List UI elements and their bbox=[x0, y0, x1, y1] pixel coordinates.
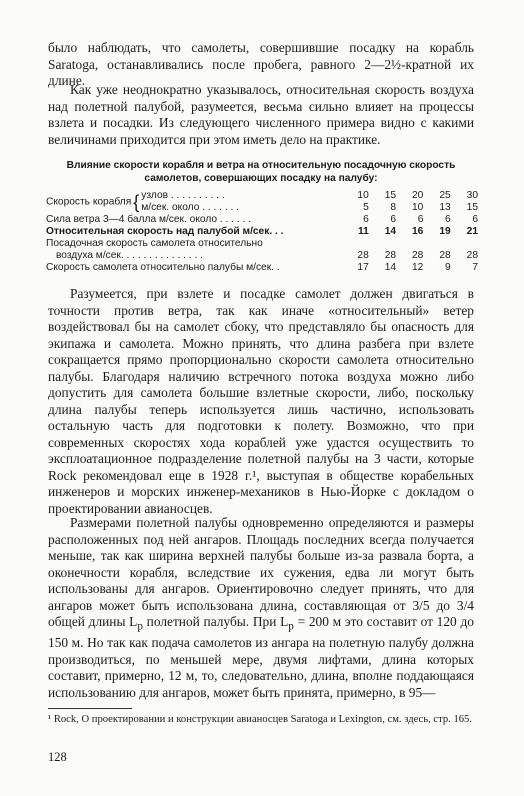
table-cell: 5 bbox=[363, 202, 369, 213]
paragraph-4 bbox=[48, 515, 474, 701]
table-cell: 21 bbox=[466, 226, 478, 237]
table-cell: 28 bbox=[384, 250, 397, 261]
table-cell: 7 bbox=[472, 262, 478, 273]
table-cell: 14 bbox=[384, 262, 397, 273]
table-row-wind bbox=[46, 214, 478, 226]
ship-speed-knots-label: узлов . . . . . . . . . . bbox=[141, 190, 225, 201]
paragraph-4-part-b: до bbox=[429, 597, 457, 613]
paragraph-2: Как уже неоднократно указывалось, относительная скорость воздуха над полетной палубой, разумеется, весьма сильно влияет на процессы взлета и посадки. Из следующего численного примера видно с какими величинами приходится при этом иметь дело на практике. bbox=[48, 82, 474, 147]
landing-label-line1: Посадочная скорость самолета относительно bbox=[46, 238, 263, 249]
page-number: 128 bbox=[48, 750, 67, 764]
paragraph-4-part-a: Размерами полетной палубы одновременно определяются и размеры расположенных под ней ангаров. Площадь последних всегда получается меньше, так как ширина верхней палубы больше из-за развала борта, а оконечности корабля, вследствие их сужения, едва ли могут быть использованы для ангаров. Ориентировочно следует принять, что для ангаров может быть использована длина, составляющая от bbox=[48, 515, 474, 613]
table-cell: 30 bbox=[466, 190, 478, 201]
ship-speed-label: Скорость корабля bbox=[46, 196, 132, 208]
table-cell: 13 bbox=[439, 202, 451, 213]
table-cell: 28 bbox=[439, 250, 451, 261]
aircraft-label: Скорость самолета относительно палубы м/сек. . bbox=[46, 262, 280, 273]
paragraph-4-part-e: = 200 м это составит от 120 до 150 м. Но так как подача самолетов из ангара на полетную палубу должна производиться, по меньшей мере, двумя лифтами, длина которых составит, примерно, 12 м, то, следовательно, длина, вполне поддающаяся использованию для ангаров, может быть принята, примерно, в 95— bbox=[48, 614, 474, 700]
table-cell: 6 bbox=[417, 214, 424, 225]
paragraph-4-part-c: общей длины L bbox=[48, 614, 138, 629]
table-cell: 6 bbox=[444, 214, 451, 225]
table-cell: 16 bbox=[412, 226, 424, 237]
table-cell: 10 bbox=[412, 202, 424, 213]
table-cell: 28 bbox=[357, 250, 369, 261]
table-cell: 12 bbox=[412, 262, 424, 273]
table-row-relative bbox=[46, 226, 478, 238]
table-title: Влияние скорости корабля и ветра на относительную посадочную скорость самолетов, совершающих посадку на палубу: bbox=[66, 160, 456, 184]
subscript-p: p bbox=[137, 620, 143, 633]
table-cell: 6 bbox=[390, 214, 397, 225]
table-cell: 9 bbox=[444, 262, 451, 273]
table-cell: 28 bbox=[412, 250, 424, 261]
footnote-divider bbox=[48, 708, 132, 709]
fraction-three-quarters: 3/4 bbox=[456, 597, 474, 613]
table-row-landing-label bbox=[46, 238, 478, 250]
table-cell: 15 bbox=[384, 190, 397, 201]
table-row-landing bbox=[46, 250, 478, 262]
table-cell: 6 bbox=[472, 214, 478, 225]
speed-table bbox=[46, 190, 478, 274]
footnote: ¹ Rock, О проектировании и конструкции авианосцев Saratoga и Lexington, см. здесь, стр. 165. bbox=[48, 714, 472, 725]
table-cell: 19 bbox=[439, 226, 451, 237]
table-cell: 20 bbox=[412, 190, 424, 201]
table-cell: 11 bbox=[357, 226, 369, 237]
landing-label-line2: воздуха м/сек. . . . . . . . . . . . . . . bbox=[56, 250, 203, 261]
table-cell: 17 bbox=[357, 262, 369, 273]
table-cell: 15 bbox=[466, 202, 478, 213]
subscript-p: p bbox=[288, 620, 294, 633]
table-cell: 25 bbox=[439, 190, 451, 201]
paragraph-3: Разумеется, при взлете и посадке самолет должен двигаться в точности против ветра, так как иначе «относительный» ветер воздействовал бы на самолет сбоку, что представляло бы опасность для экипажа и самолета. Можно принять, что длина разбега при взлете сокращается прямо пропорционально скорости самолета относительно палубы. Благодаря наличию встречного потока воздуха можно либо допустить для самолета большие взлетные скорости, либо, поскольку длина палубы теперь используется лишь частично, использовать остальную часть для подготовки к полету. Возможно, что при современных скоростях хода кораблей уже удастся осуществить то эксплоатационное подразделение полетной палубы на 3 части, которые Rock рекомендовал еще в 1928 г.¹, выступая в обществе корабельных инженеров и морских инженер-механиков в Нью-Йорке с докладом о проектировании авианосцев. bbox=[48, 286, 474, 516]
ship-speed-ms-label: м/сек. около . . . . . . . bbox=[141, 202, 239, 213]
table-row-aircraft bbox=[46, 262, 478, 274]
paragraph-1: было наблюдать, что самолеты, совершившие посадку на корабль Saratoga, останавливались после пробега, равного 2—2½-кратной их длине. bbox=[48, 40, 474, 88]
wind-label: Сила ветра 3—4 балла м/сек. около . . . . . . bbox=[46, 214, 252, 225]
table-cell: 10 bbox=[357, 190, 369, 201]
table-row-ship-knots bbox=[46, 190, 478, 202]
paragraph-4-part-d: полетной палубы. При L bbox=[142, 614, 289, 629]
table-cell: 14 bbox=[384, 226, 397, 237]
fraction-three-fifths: 3/5 bbox=[412, 597, 430, 613]
table-cell: 8 bbox=[390, 202, 397, 213]
relative-label: Относительная скорость над палубой м/сек. . . bbox=[46, 226, 284, 237]
table-cell: 6 bbox=[363, 214, 369, 225]
brace-icon: { bbox=[133, 192, 140, 212]
table-cell: 28 bbox=[466, 250, 478, 261]
